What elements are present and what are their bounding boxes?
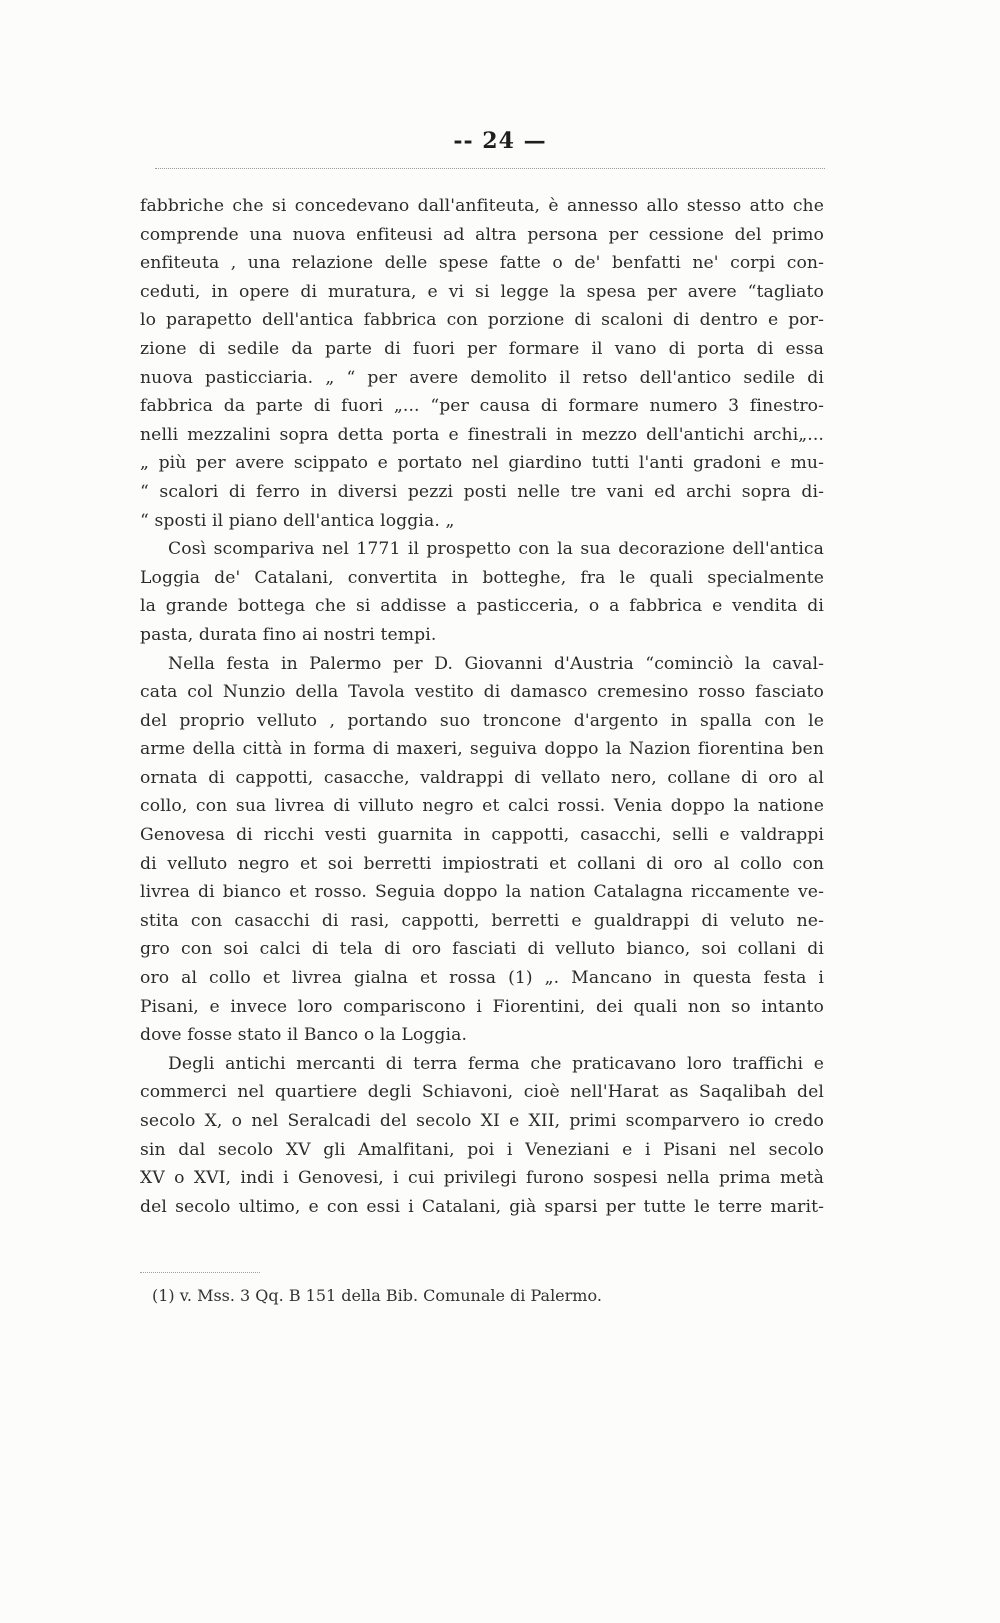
text-line: “ scalori di ferro in diversi pezzi posti nelle tre vani ed archi sopra di- bbox=[140, 481, 824, 502]
text-line: Degli antichi mercanti di terra ferma che praticavano loro traffichi e bbox=[168, 1053, 824, 1074]
text-line: secolo X, o nel Seralcadi del secolo XI e XII, primi scomparvero io credo bbox=[140, 1111, 824, 1131]
text-line: fabbriche che si concedevano dall'anfiteuta, è annesso allo stesso atto che bbox=[140, 196, 824, 216]
text-line: collo, con sua livrea di villuto negro et calci rossi. Venia doppo la natione bbox=[140, 796, 824, 817]
text-line: nelli mezzalini sopra detta porta e finestrali in mezzo dell'antichi archi„... bbox=[140, 424, 824, 445]
text-line: enfiteuta , una relazione delle spese fatte o de' benfatti ne' corpi con- bbox=[140, 253, 824, 274]
text-line: XV o XVI, indi i Genovesi, i cui privilegi furono sospesi nella prima metà bbox=[140, 1168, 824, 1189]
text-line: ornata di cappotti, casacche, valdrappi di vellato nero, collane di oro al bbox=[140, 767, 824, 788]
text-line: Genovesa di ricchi vesti guarnita in cappotti, casacchi, selli e valdrappi bbox=[140, 825, 824, 846]
text-line: gro con soi calci di tela di oro fasciati di velluto bianco, soi collani di bbox=[140, 939, 824, 960]
text-line: arme della città in forma di maxeri, seguiva doppo la Nazion fiorentina ben bbox=[140, 739, 824, 760]
text-line: commerci nel quartiere degli Schiavoni, cioè nell'Harat as Saqalibah del bbox=[140, 1082, 824, 1103]
text-line: zione di sedile da parte di fuori per formare il vano di porta di essa bbox=[140, 338, 824, 359]
text-line: nuova pasticciaria. „ “ per avere demolito il retso dell'antico sedile di bbox=[140, 367, 824, 388]
text-line: dove fosse stato il Banco o la Loggia. bbox=[140, 1025, 468, 1046]
text-line: “ sposti il piano dell'antica loggia. „ bbox=[140, 510, 455, 531]
text-line: Nella festa in Palermo per D. Giovanni d'Austria “cominciò la caval- bbox=[168, 653, 824, 674]
text-line: cata col Nunzio della Tavola vestito di damasco cremesino rosso fasciato bbox=[140, 682, 824, 703]
text-line: Così scompariva nel 1771 il prospetto con la sua decorazione dell'antica bbox=[168, 539, 824, 560]
text-line: del proprio velluto , portando suo troncone d'argento in spalla con le bbox=[140, 710, 824, 731]
header-rule bbox=[155, 168, 825, 169]
text-line: la grande bottega che si addisse a pasticceria, o a fabbrica e vendita di bbox=[140, 596, 824, 617]
text-line: pasta, durata fino ai nostri tempi. bbox=[140, 624, 437, 645]
text-line: del secolo ultimo, e con essi i Catalani, già sparsi per tutte le terre marit- bbox=[140, 1196, 824, 1217]
text-line: livrea di bianco et rosso. Seguia doppo la nation Catalagna riccamente ve- bbox=[140, 882, 824, 903]
body-text bbox=[140, 192, 824, 1221]
text-line: di velluto negro et soi berretti impiostrati et collani di oro al collo con bbox=[140, 853, 824, 874]
page-number: -- 24 — bbox=[453, 128, 547, 154]
text-line: Pisani, e invece loro compariscono i Fiorentini, dei quali non so intanto bbox=[140, 996, 824, 1017]
footnote-rule bbox=[140, 1272, 260, 1273]
footnote: (1) v. Mss. 3 Qq. B 151 della Bib. Comunale di Palermo. bbox=[152, 1286, 602, 1305]
text-line: lo parapetto dell'antica fabbrica con porzione di scaloni di dentro e por- bbox=[140, 310, 824, 331]
text-line: sin dal secolo XV gli Amalfitani, poi i Veneziani e i Pisani nel secolo bbox=[140, 1139, 824, 1160]
text-line: „ più per avere scippato e portato nel giardino tutti l'anti gradoni e mu- bbox=[140, 453, 824, 474]
text-line: comprende una nuova enfiteusi ad altra persona per cessione del primo bbox=[140, 224, 824, 245]
text-line: oro al collo et livrea gialna et rossa (1) „. Mancano in questa festa i bbox=[140, 968, 824, 989]
text-line: stita con casacchi di rasi, cappotti, berretti e gualdrappi di veluto ne- bbox=[140, 910, 824, 931]
text-line: ceduti, in opere di muratura, e vi si legge la spesa per avere “tagliato bbox=[140, 281, 824, 302]
text-line: Loggia de' Catalani, convertita in botteghe, fra le quali specialmente bbox=[140, 567, 824, 588]
text-line: fabbrica da parte di fuori „... “per causa di formare numero 3 finestro- bbox=[140, 396, 824, 417]
